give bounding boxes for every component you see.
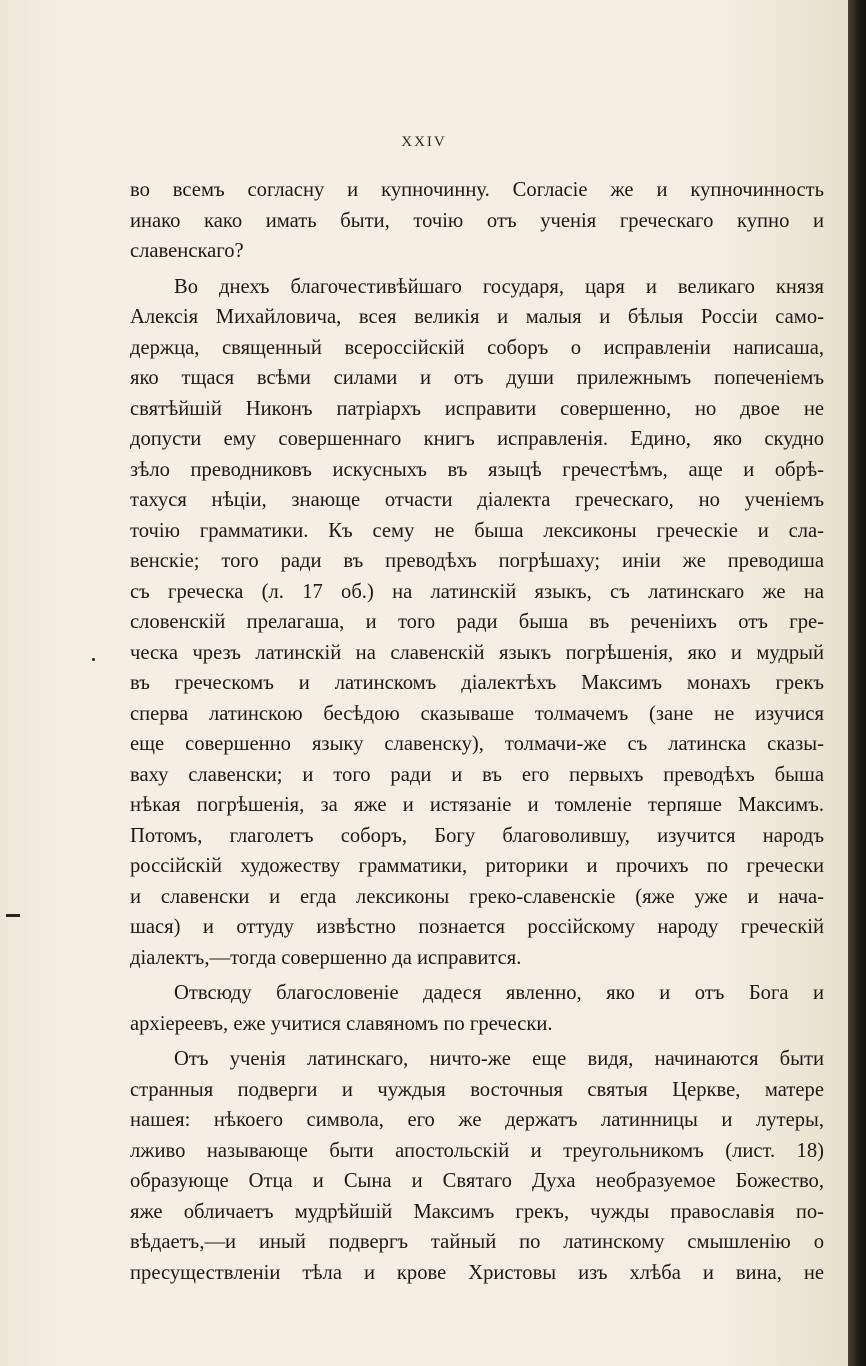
text-line: Отвсюду благословеніе дадеся явленно, яко и отъ Бога и	[174, 982, 824, 1004]
text-line: архіереевъ, еже учитися славяномъ по гречески.	[130, 1012, 553, 1035]
book-spine-edge	[848, 0, 866, 1366]
text-line: россійскій художеству грамматики, риторики и прочихъ по гречески	[130, 855, 824, 877]
page-number: XXIV	[401, 134, 447, 150]
text-line: вѣдаетъ,—и иный подвергъ тайный по латинскому смышленію о	[130, 1231, 824, 1253]
text-line: яко тщася всѣми силами и отъ души прилежнымъ попеченіемъ	[130, 367, 824, 389]
text-line: нѣкая погрѣшенія, за яже и истязаніе и томленіе терпяше Максимъ.	[130, 794, 824, 816]
text-line: тахуся нѣціи, знающе отчасти діалекта греческаго, но ученіемъ	[130, 489, 824, 511]
text-line: допусти ему совершеннаго книгъ исправленія. Едино, яко скудно	[130, 428, 824, 450]
paragraph-3	[130, 978, 824, 1039]
text-line: шася) и оттуду извѣстно познается россійскому народу греческій	[130, 916, 824, 938]
text-line: нашея: нѣкоего символа, его же держатъ латинницы и лутеры,	[130, 1109, 824, 1131]
paragraph-4	[130, 1044, 824, 1288]
margin-mark	[6, 914, 20, 917]
text-line: яже обличаетъ мудрѣйшій Максимъ грекъ, чужды православія по-	[130, 1200, 824, 1223]
text-line: діалектъ,—тогда совершенно да исправится.	[130, 946, 522, 969]
text-line: ческа чрезъ латинскій на славенскій языкъ погрѣшенія, яко и мудрый	[130, 641, 824, 664]
text-line: въ греческомъ и латинскомъ діалектѣхъ Максимъ монахъ грекъ	[130, 672, 824, 694]
text-line: образующе Отца и Сына и Святаго Духа необразуемое Божество,	[130, 1170, 824, 1192]
text-line: Потомъ, глаголетъ соборъ, Богу благоволившу, изучится народъ	[130, 824, 824, 847]
paragraph-1	[130, 175, 824, 267]
text-line: сперва латинскою бесѣдою сказываше толмачемъ (зане не изучися	[130, 702, 824, 725]
text-line: пресуществленіи тѣла и крове Христовы изъ хлѣба и вина, не	[130, 1261, 824, 1284]
text-line: держца, священный всероссійскій соборъ о исправленіи написаша,	[130, 336, 824, 359]
text-line: зѣло преводниковъ искусныхъ въ языцѣ гречестѣмъ, аще и обрѣ-	[130, 458, 824, 481]
text-line: ваху славенски; и того ради и въ его первыхъ преводѣхъ быша	[130, 763, 824, 786]
text-line: и славенски и егда лексиконы греко-славенскіе (яже уже и нача-	[130, 885, 824, 908]
text-line: странныя подверги и чуждыя восточныя святыя Церкве, матере	[130, 1078, 824, 1101]
text-line: славенскаго?	[130, 240, 244, 262]
text-line: Алексія Михайловича, всея великія и малыя и бѣлыя Россіи само-	[130, 306, 824, 328]
margin-dot	[92, 658, 95, 661]
paragraph-2	[130, 272, 824, 974]
text-line: лживо называюще быти апостольскій и треугольникомъ (лист. 18)	[130, 1139, 824, 1162]
text-line: во всемъ согласну и купночинну. Согласіе же и купночинность	[130, 179, 824, 201]
text-line: словенскій прелагаша, и того ради быша въ реченіихъ отъ гре-	[130, 611, 824, 633]
text-line: инако како имать быти, точію отъ ученія греческаго купно и	[130, 209, 824, 232]
text-line: точію грамматики. Къ сему не быша лексиконы греческіе и сла-	[130, 519, 824, 542]
text-line: Отъ ученія латинскаго, ничто-же еще видя, начинаются быти	[174, 1048, 824, 1070]
body-text	[130, 175, 824, 1293]
text-line: съ греческа (л. 17 об.) на латинскій языкъ, съ латинскаго же на	[130, 580, 824, 603]
text-line: святѣйшій Никонъ патріархъ исправити совершенно, но двое не	[130, 397, 824, 420]
text-line: венскіе; того ради въ преводѣхъ погрѣшаху; иніи же преводиша	[130, 550, 824, 572]
text-line: Во днехъ благочестивѣйшаго государя, царя и великаго князя	[174, 275, 824, 298]
text-line: еще совершенно языку славенску), толмачи-же съ латинска сказы-	[130, 733, 824, 755]
